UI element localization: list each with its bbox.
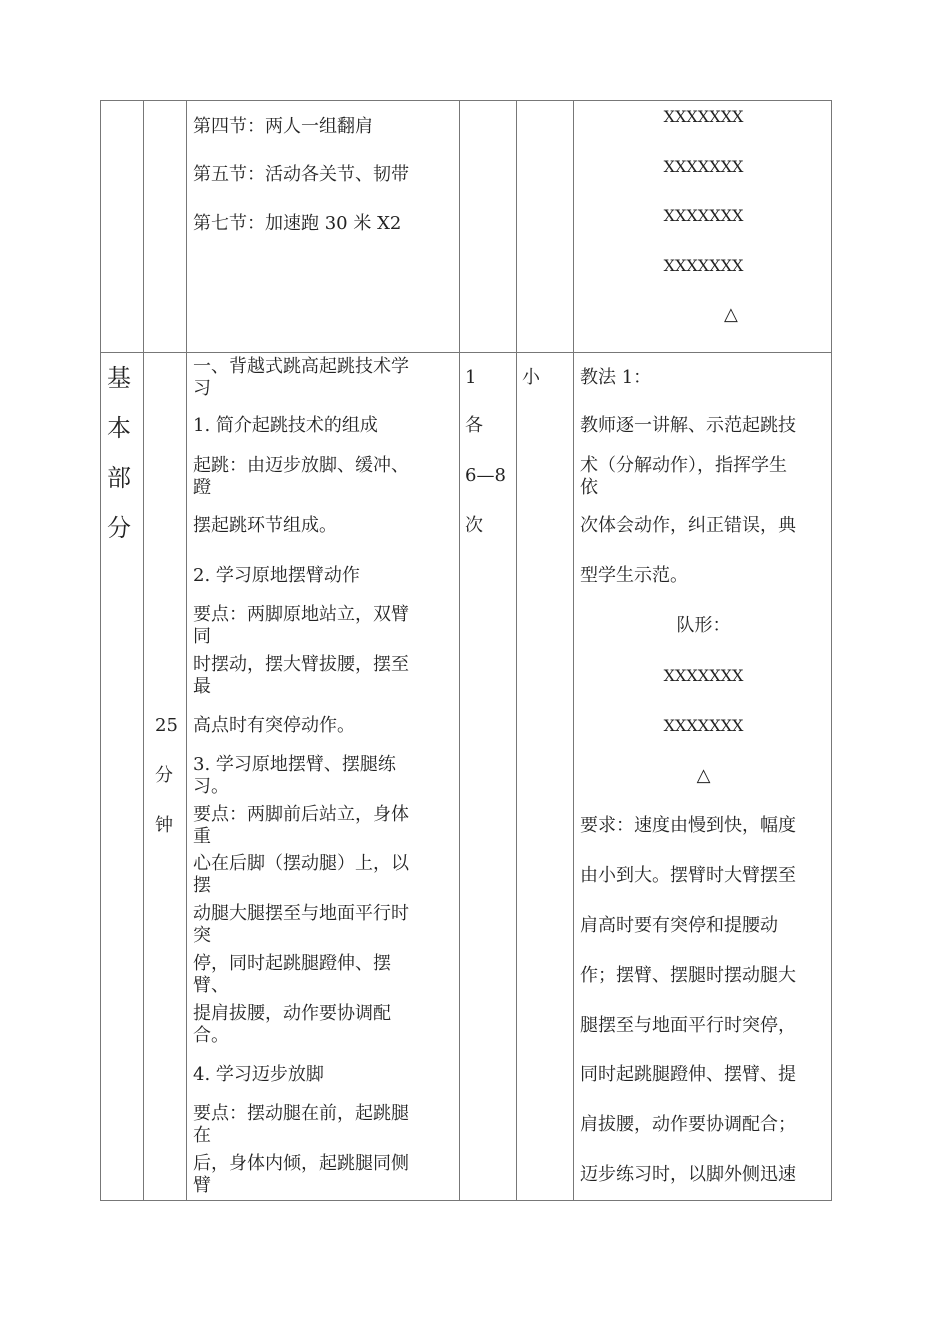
count-line: 6—8 <box>465 465 506 486</box>
content-line: 合。 <box>193 1025 229 1046</box>
content-line: 2. 学习原地摆臂动作 <box>193 565 360 586</box>
content-line: 在 <box>193 1125 211 1146</box>
content-line: 要点：摆动腿在前，起跳腿 <box>193 1103 409 1124</box>
method-line: 由小到大。摆臂时大臂摆至 <box>580 865 796 886</box>
section-label-char: 本 <box>107 414 131 442</box>
column-divider <box>459 101 460 1200</box>
content-line: 臂、 <box>193 975 229 996</box>
count-line: 1 <box>465 367 477 388</box>
method-line: 同时起跳腿蹬伸、摆臂、提 <box>580 1064 796 1085</box>
method-line: 教师逐一讲解、示范起跳技 <box>580 415 796 436</box>
time-unit-char: 钟 <box>155 815 173 836</box>
content-line: 高点时有突停动作。 <box>193 715 355 736</box>
formation-row: XXXXXXX <box>663 157 744 176</box>
content-line: 停，同时起跳腿蹬伸、摆 <box>193 953 391 974</box>
intensity-value: 小 <box>522 367 540 388</box>
method-line: 依 <box>580 477 598 498</box>
content-line: 3. 学习原地摆臂、摆腿练 <box>193 754 396 775</box>
content-line: 起跳：由迈步放脚、缓冲、 <box>193 455 409 476</box>
section-label-char: 分 <box>107 514 131 542</box>
content-line: 要点：两脚原地站立，双臂 <box>193 604 409 625</box>
method-line: 作；摆臂、摆腿时摆动腿大 <box>580 965 796 986</box>
content-line: 4. 学习迈步放脚 <box>193 1064 324 1085</box>
count-line: 次 <box>465 515 483 536</box>
row-divider <box>101 352 831 353</box>
content-line: 摆起跳环节组成。 <box>193 515 337 536</box>
method-line: 型学生示范。 <box>580 565 688 586</box>
content-line: 突 <box>193 925 211 946</box>
content-line: 摆 <box>193 875 211 896</box>
method-line: 要求：速度由慢到快，幅度 <box>580 815 796 836</box>
lesson-plan-table <box>100 100 832 1201</box>
content-line: 臂 <box>193 1175 211 1196</box>
content-line: 时摆动，摆大臂拔腰，摆至 <box>193 654 409 675</box>
content-line: 重 <box>193 826 211 847</box>
method-line: 次体会动作，纠正错误，典 <box>580 515 796 536</box>
content-line: 习。 <box>193 776 229 797</box>
content-line: 同 <box>193 626 211 647</box>
content-line: 蹬 <box>193 477 211 498</box>
content-line: 最 <box>193 676 211 697</box>
method-line: 术（分解动作），指挥学生 <box>580 455 787 476</box>
content-line: 后，身体内倾，起跳腿同侧 <box>193 1153 409 1174</box>
method-line: 迈步练习时，以脚外侧迅速 <box>580 1164 796 1185</box>
method-line: 肩高时要有突停和提腰动 <box>580 915 778 936</box>
content-line: 心在后脚（摆动腿）上，以 <box>193 853 409 874</box>
formation-row: XXXXXXX <box>663 666 744 685</box>
formation-label: 队形： <box>676 615 731 636</box>
time-unit-char: 分 <box>155 765 173 786</box>
column-divider <box>516 101 517 1200</box>
count-line: 各 <box>465 415 483 436</box>
content-line: 1. 简介起跳技术的组成 <box>193 415 378 436</box>
teacher-triangle-marker: △ <box>724 304 738 325</box>
method-line: 肩拔腰，动作要协调配合； <box>580 1114 796 1135</box>
content-line: 要点：两脚前后站立，身体 <box>193 804 409 825</box>
method-line: 腿摆至与地面平行时突停， <box>580 1015 796 1036</box>
content-line: 第五节：活动各关节、韧带 <box>193 164 409 185</box>
method-line: 教法 1： <box>580 367 652 388</box>
content-line: 第七节：加速跑 30 米 X2 <box>193 213 402 234</box>
content-line: 一、背越式跳高起跳技术学 <box>193 356 409 377</box>
content-line: 动腿大腿摆至与地面平行时 <box>193 903 409 924</box>
formation-row: XXXXXXX <box>663 256 744 275</box>
section-label-char: 基 <box>107 364 131 392</box>
content-line: 习 <box>193 378 211 399</box>
formation-row: XXXXXXX <box>663 107 744 126</box>
time-value: 25 <box>155 715 178 736</box>
content-line: 第四节：两人一组翻肩 <box>193 116 373 137</box>
formation-row: XXXXXXX <box>663 206 744 225</box>
formation-row: XXXXXXX <box>663 716 744 735</box>
section-label-char: 部 <box>107 464 131 492</box>
column-divider <box>186 101 187 1200</box>
column-divider <box>143 101 144 1200</box>
content-line: 提肩拔腰，动作要协调配 <box>193 1003 391 1024</box>
teacher-triangle-marker: △ <box>696 765 711 786</box>
